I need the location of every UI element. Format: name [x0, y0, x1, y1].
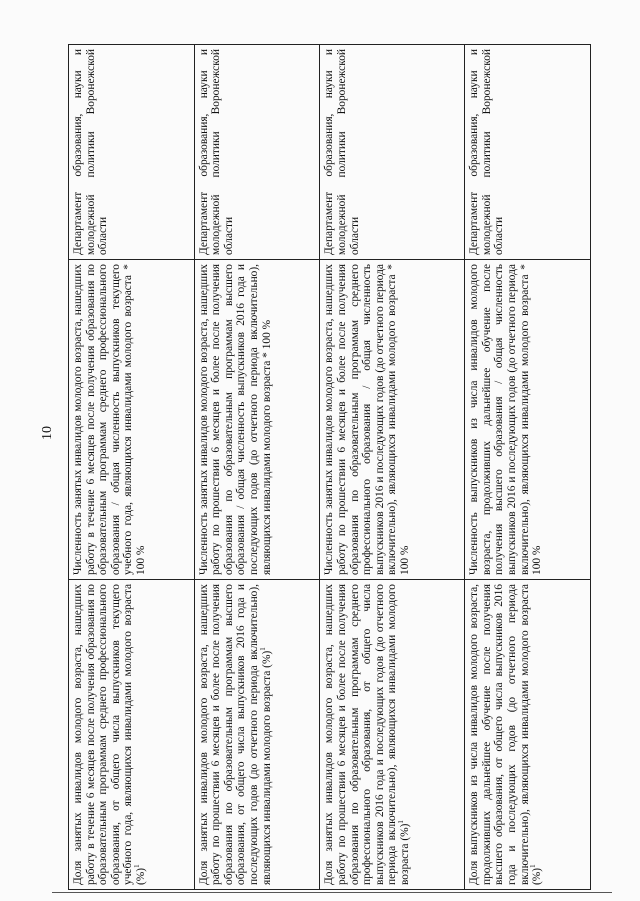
indicator-text: Доля занятых инвалидов молодого возраста, нашедших работу по прошествии 6 месяцев и более после получения образования по образовательным программам высшего образования, от общего числа выпускников 2016 года и последующих годов (до отчетного периода включительно), являющихся инвалидами молодого возраста (%) [197, 584, 273, 885]
indicator-text: Доля занятых инвалидов молодого возраста, нашедших работу в течение 6 месяцев после получения образования по образовательным программам среднего профессионального образования, от общего числа выпускников текущего учебного года, являющихся инвалидами молодого возраста (%) [72, 584, 147, 885]
footnote-mark: 1 [397, 820, 406, 824]
table-row [194, 45, 320, 890]
table-row [69, 45, 195, 890]
table-row [320, 45, 465, 890]
responsible-cell: Департамент образования, науки и молодежной политики Воронежской области [465, 45, 591, 260]
indicator-table [68, 44, 591, 890]
footnote-mark: 1 [258, 647, 267, 651]
page-number: 10 [40, 426, 55, 440]
page-bottom-rule [52, 892, 612, 893]
indicator-text: Доля выпускников из числа инвалидов молодого возраста, продолживших дальнейшее обучение после получения высшего образования, от общего числа выпускников 2016 года и последующих годов (до отчетного периода включительно), являющихся инвалидами молодого возраста (%) [468, 584, 544, 885]
formula-cell: Численность занятых инвалидов молодого возраста, нашедших работу в течение 6 месяцев после получения образования по образовательным программам среднего профессионального образования / общая численность выпускников текущего учебного года, являющихся инвалидами молодого возраста * 100 % [69, 260, 195, 580]
footnote-mark: 1 [529, 864, 538, 868]
indicator-cell [69, 580, 195, 890]
formula-cell: Численность занятых инвалидов молодого возраста, нашедших работу по прошествии 6 месяцев и более после получения образования по образовательным программам среднего профессионального образования / общая численность выпускников 2016 и последующих годов (до отчетного периода включительно), являющихся инвалидами молодого возраста * 100 % [320, 260, 465, 580]
indicator-text: Доля занятых инвалидов молодого возраста, нашедших работу по прошествии 6 месяцев и более после получения образования по образовательным программам среднего профессионального образования, от общего числа выпускников 2016 года и последующих годов (до отчетного периода включительно), являющихся инвалидами молодого возраста (%) [323, 584, 411, 885]
formula-cell: Численность выпускников из числа инвалидов молодого возраста, продолживших дальнейшее обучение после получения высшего образования / общая численность выпускников 2016 и последующих годов (до отчетного периода включительно), являющихся инвалидами молодого возраста * 100 % [465, 260, 591, 580]
indicator-cell [465, 580, 591, 890]
footnote-mark: 1 [133, 864, 142, 868]
formula-cell: Численность занятых инвалидов молодого возраста, нашедших работу по прошествии 6 месяцев и более после получения образования по образовательным программам высшего образования / общая численность выпускников 2016 года и последующих годов (до отчетного периода включительно), являющихся инвалидами молодого возраста * 100 % [194, 260, 320, 580]
table-row [465, 45, 591, 890]
responsible-cell: Департамент образования, науки и молодежной политики Воронежской области [194, 45, 320, 260]
indicator-table-sheet [68, 45, 591, 890]
responsible-cell: Департамент образования, науки и молодежной политики Воронежской области [69, 45, 195, 260]
indicator-cell [320, 580, 465, 890]
responsible-cell: Департамент образования, науки и молодежной политики Воронежской области [320, 45, 465, 260]
indicator-cell [194, 580, 320, 890]
